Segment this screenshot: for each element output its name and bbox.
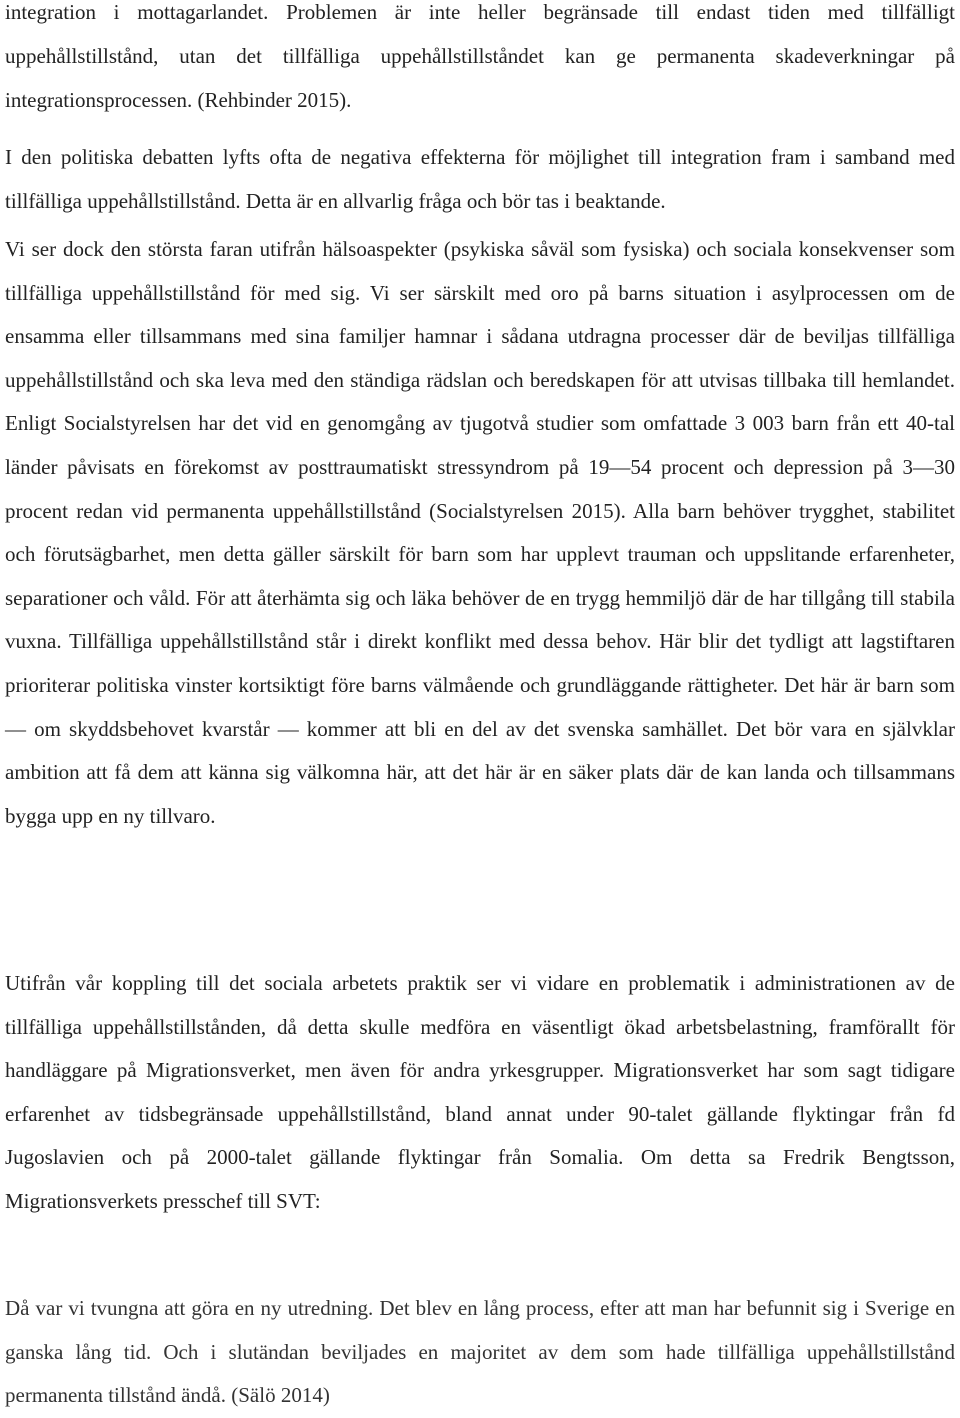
paragraph-integration-damage: integration i mottagarlandet. Problemen är inte heller begränsade till endast tiden med tillfälligt uppehållstillstånd, utan det tillfälliga uppehållstillståndet kan ge permanenta skadeverkningar på integrationsprocessen. (Rehbinder 2015).: [5, 0, 955, 112]
paragraph-health-aspects: Vi ser dock den största faran utifrån hälsoaspekter (psykiska såväl som fysiska) och sociala konsekvenser som tillfälliga uppehållstillstånd för med sig. Vi ser särskilt med oro på barns situation i asylprocessen om de ensamma eller tillsammans med sina familjer hamnar i sådana utdragna processer där de beviljas tillfälliga uppehållstillstånd och ska leva med den ständiga rädslan och beredskapen för att utvisas tillbaka till hemlandet. Enligt Socialstyrelsen har det vid en genomgång av tjugotvå studier som omfattade 3 003 barn från ett 40-tal länder påvisats en förekomst av posttraumatiskt stressyndrom på 19—54 procent och depression på 3—30 procent redan vid permanenta uppehållstillstånd (Socialstyrelsen 2015). Alla barn behöver trygghet, stabilitet och förutsägbarhet, men detta gäller särskilt för barn som har upplevt trauman och uppslitande erfarenheter, separationer och våld. För att återhämta sig och läka behöver de en trygg hemmiljö där de har tillgång till stabila vuxna. Tillfälliga uppehållstillstånd står i direkt konflikt med dessa behov. Här blir det tydligt att lagstiftaren prioriterar politiska vinster kortsiktigt före barns välmående och grundläggande rättigheter. Det här är barn som — om skyddsbehovet kvarstår — kommer att bli en del av det svenska samhället. Det bör vara en självklar ambition att få dem att känna sig välkomna här, att det här är en säker plats där de kan landa och tillsammans bygga upp en ny tillvaro.: [5, 237, 955, 828]
paragraph-political-debate: I den politiska debatten lyfts ofta de negativa effekterna för möjlighet till integration fram i samband med tillfälliga uppehållstillstånd. Detta är en allvarlig fråga och bör tas i beaktande.: [5, 145, 955, 213]
quote-migrationsverket: Då var vi tvungna att göra en ny utredning. Det blev en lång process, efter att man har befunnit sig i Sverige en ganska lång tid. Och i slutändan beviljades en majoritet av dem som hade tillfälliga uppehållstillstånd permanenta tillstånd ändå. (Sälö 2014): [5, 1296, 955, 1408]
paragraph-administration: Utifrån vår koppling till det sociala arbetets praktik ser vi vidare en problematik i administrationen av de tillfälliga uppehållstillstånden, då detta skulle medföra en väsentligt ökad arbetsbelastning, framförallt för handläggare på Migrationsverket, men även för andra yrkesgrupper. Migrationsverket har som sagt tidigare erfarenhet av tidsbegränsade uppehållstillstånd, bland annat under 90-talet gällande flyktingar från fd Jugoslavien och på 2000-talet gällande flyktingar från Somalia. Om detta sa Fredrik Bengtsson, Migrationsverkets presschef till SVT:: [5, 971, 955, 1213]
